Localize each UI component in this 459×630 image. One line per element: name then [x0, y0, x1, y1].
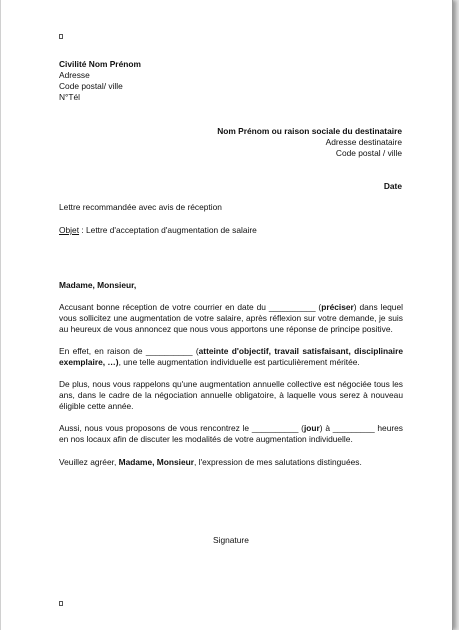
- paragraph-mark-icon: [59, 34, 63, 39]
- sender-address: Adresse: [59, 70, 90, 80]
- paragraph-3-text: De plus, nous vous rappelons qu'une augmentation annuelle collective est négociée tous les ans, dans le cadre de la négociation annuelle obligatoire, à laquelle vous serez à nouveau éligible cette année.: [59, 379, 403, 411]
- paragraph-2: [59, 346, 403, 368]
- recipient-city: Code postal / ville: [335, 148, 402, 158]
- recipient-address: Adresse destinataire: [325, 137, 402, 147]
- date-label: Date: [383, 181, 402, 191]
- paragraph-2-text-a: En effet, en raison de __________ (: [59, 346, 199, 356]
- paragraph-1-text-a: Accusant bonne réception de votre courrier en date du __________ (: [59, 302, 322, 312]
- paragraph-4: [59, 423, 403, 445]
- paragraph-5-bold: Madame, Monsieur: [118, 457, 194, 467]
- paragraph-1: [59, 302, 403, 335]
- recipient-name: Nom Prénom ou raison sociale du destinataire: [217, 126, 402, 136]
- subject-label: Objet: [59, 225, 80, 235]
- paragraph-2-text-c: , une telle augmentation individuelle est particulièrement méritée.: [118, 357, 360, 367]
- paragraph-1-text-c: ) dans lequel vous sollicitez une augmentation de votre salaire, après réflexion sur votre demande, je suis au heureux de vous annoncez que nous vous apportons une réponse de principe positive.: [59, 302, 403, 334]
- paragraph-4-text-a: Aussi, nous vous proposons de vous rencontrez le __________ (: [59, 423, 304, 433]
- salutation: Madame, Monsieur,: [59, 280, 137, 290]
- sender-phone: N°Tél: [59, 92, 81, 102]
- paragraph-5-text-c: , l'expression de mes salutations distinguées.: [194, 457, 362, 467]
- paragraph-4-text-c: ) à _________ heures en nos locaux afin de discuter les modalités de votre augmentation individuelle.: [59, 423, 403, 444]
- sender-name: Civilité Nom Prénom: [59, 59, 141, 69]
- paragraph-5: [59, 457, 403, 468]
- sender-city: Code postal/ ville: [59, 81, 123, 91]
- subject-line: [59, 225, 257, 236]
- paragraph-4-placeholder: jour: [303, 423, 320, 433]
- sender-block: [59, 59, 141, 103]
- paragraph-3: [59, 379, 403, 412]
- delivery-note: Lettre recommandée avec avis de réception: [59, 202, 222, 212]
- paragraph-2-placeholder: atteinte d'objectif, travail satisfaisant, disciplinaire exemplaire, …): [59, 346, 403, 367]
- paragraph-5-text-a: Veuillez agréer,: [59, 457, 119, 467]
- paragraph-1-placeholder: préciser: [321, 302, 354, 312]
- signature-label: Signature: [213, 535, 249, 545]
- paragraph-mark-icon: [59, 601, 63, 606]
- subject-text: : Lettre d'acceptation d'augmentation de salaire: [79, 225, 257, 235]
- recipient-block: [217, 126, 402, 159]
